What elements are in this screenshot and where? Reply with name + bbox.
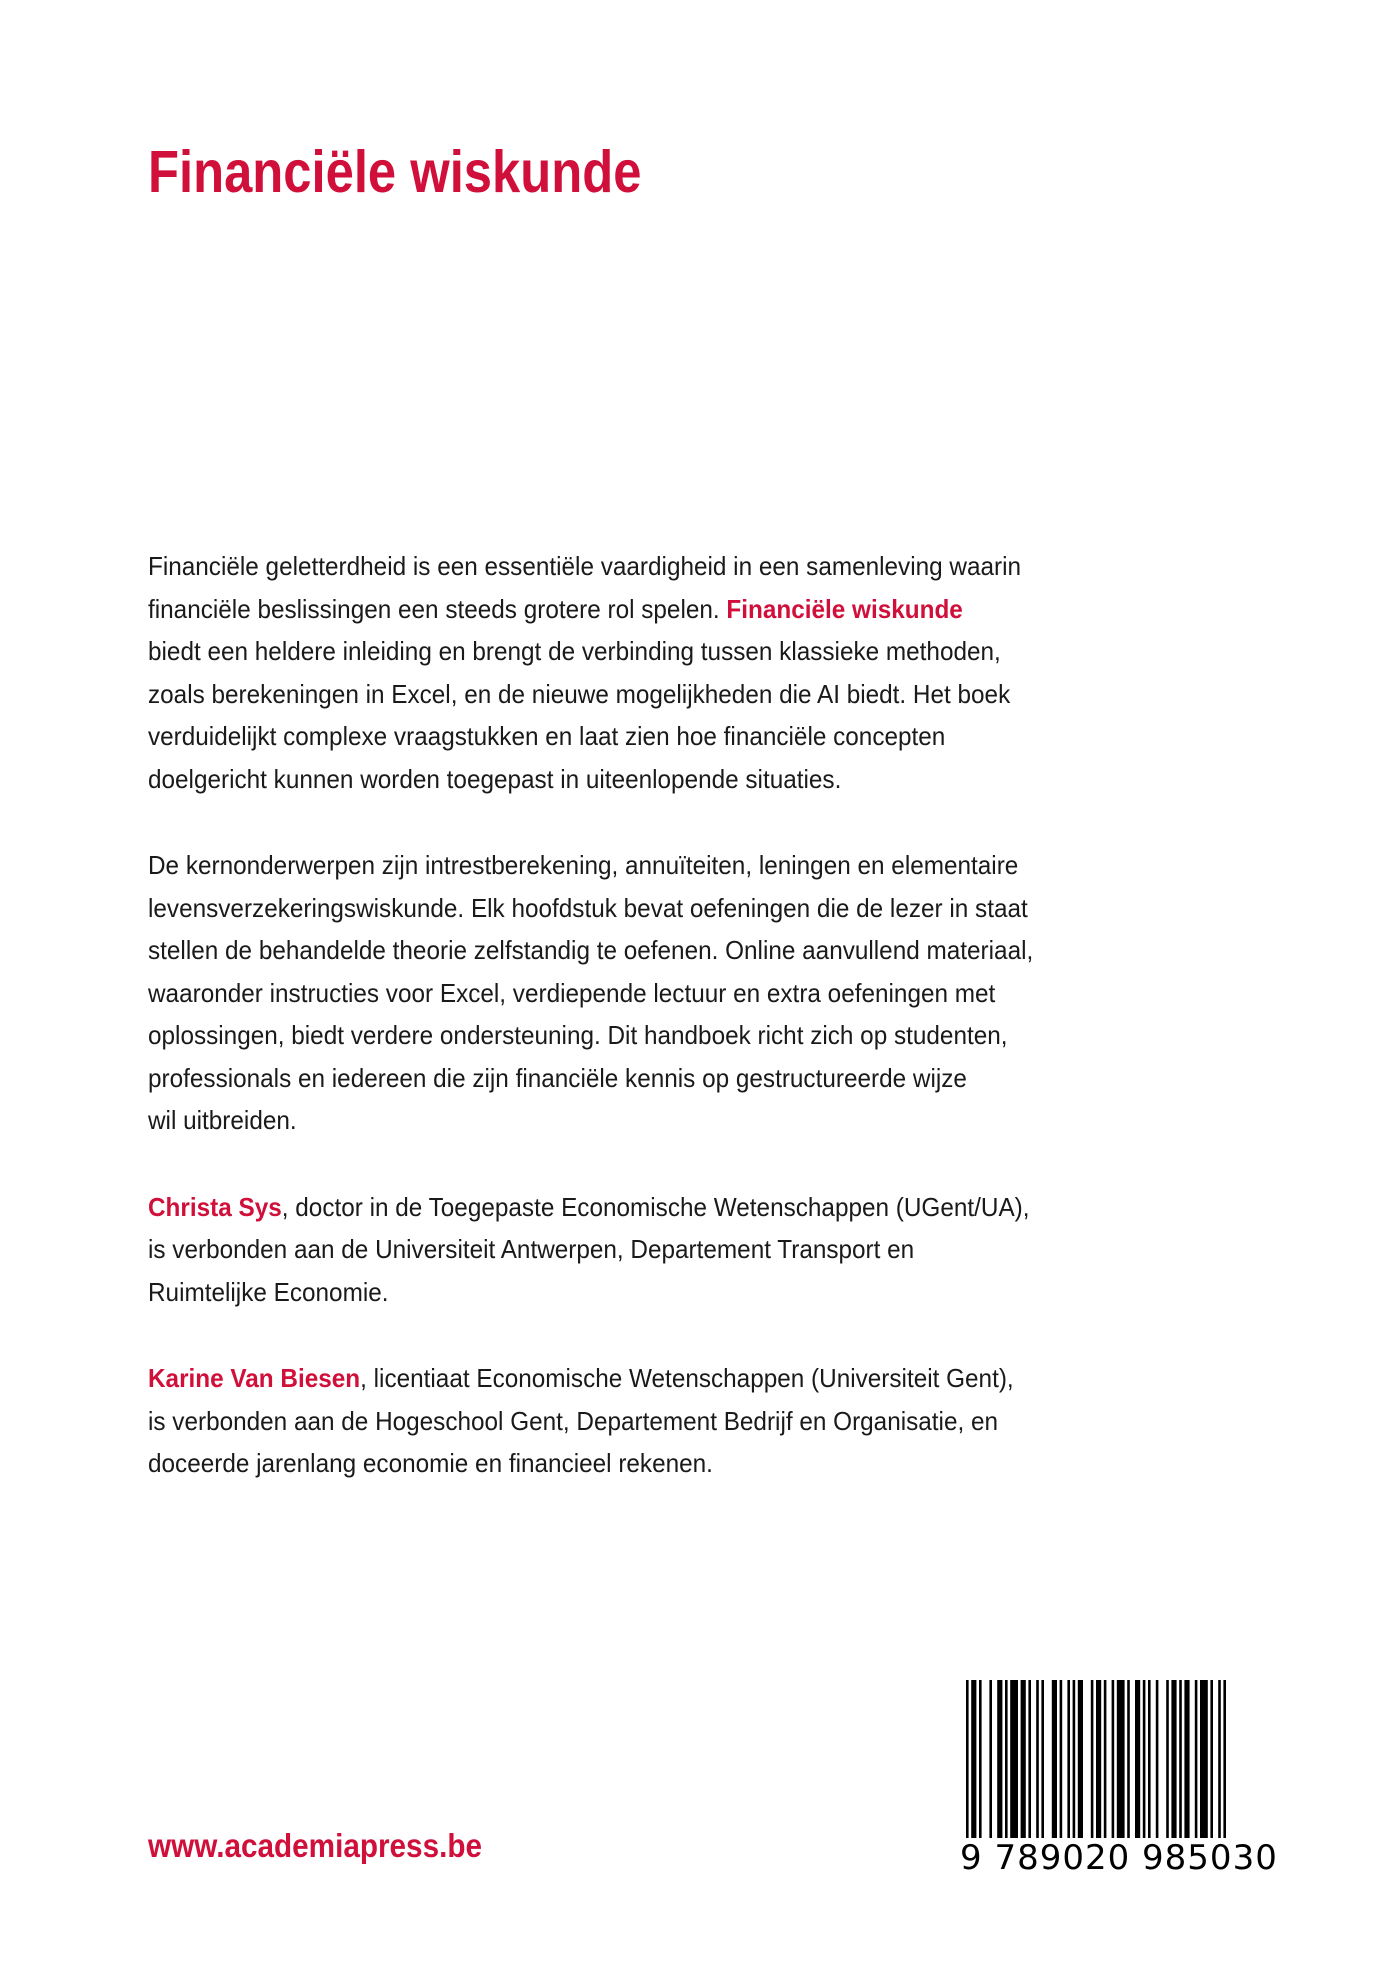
text-line: doceerde jarenlang economie en financieel rekenen.: [148, 1448, 713, 1478]
author-bio-christa-sys: [148, 1186, 1148, 1314]
author-bio-karine-van-biesen: [148, 1357, 1148, 1485]
text-fragment: , doctor in de Toegepaste Economische Wetenschappen (UGent/UA),: [281, 1191, 1030, 1222]
text-line: levensverzekeringswiskunde. Elk hoofdstuk bevat oefeningen die de lezer in staat: [148, 892, 1028, 923]
publisher-website[interactable]: www.academiapress.be: [148, 1827, 483, 1864]
text-line: waaronder instructies voor Excel, verdiepende lectuur en extra oefeningen met: [148, 977, 996, 1008]
back-cover-text: [148, 545, 1148, 1485]
book-title: Financiële wiskunde: [148, 139, 642, 205]
topics-paragraph: [148, 844, 1148, 1142]
author-name: Karine Van Biesen: [148, 1363, 361, 1393]
intro-paragraph: [148, 545, 1148, 800]
text-line: biedt een heldere inleiding en brengt de verbinding tussen klassieke methoden,: [148, 636, 1001, 666]
text-line: is verbonden aan de Universiteit Antwerpen, Departement Transport en: [148, 1234, 915, 1264]
text-line: professionals en iedereen die zijn financiële kennis op gestructureerde wijze: [148, 1062, 967, 1093]
text-line: [148, 588, 1083, 631]
text-line: Ruimtelijke Economie.: [148, 1276, 389, 1307]
text-fragment: financiële beslissingen een steeds grotere rol spelen.: [148, 593, 727, 624]
text-line: wil uitbreiden.: [148, 1105, 297, 1135]
author-name: Christa Sys: [148, 1191, 282, 1222]
text-line: oplossingen, biedt verdere ondersteuning. Dit handboek richt zich op studenten,: [148, 1020, 1008, 1050]
title-highlight: Financiële wiskunde: [726, 593, 963, 624]
text-line: Financiële geletterdheid is een essentiële vaardigheid in een samenleving waarin: [148, 551, 1022, 581]
text-line: [148, 1186, 1083, 1229]
text-line: verduidelijkt complexe vraagstukken en laat zien hoe financiële concepten: [148, 721, 946, 751]
text-line: [148, 1357, 1083, 1400]
text-line: zoals berekeningen in Excel, en de nieuwe mogelijkheden die AI biedt. Het boek: [148, 678, 1011, 709]
text-line: doelgericht kunnen worden toegepast in uiteenlopende situaties.: [148, 763, 842, 794]
text-line: stellen de behandelde theorie zelfstandig te oefenen. Online aanvullend materiaal,: [148, 935, 1034, 965]
text-line: is verbonden aan de Hogeschool Gent, Departement Bedrijf en Organisatie, en: [148, 1405, 999, 1436]
isbn-number: 9 789020 985030: [960, 1838, 1278, 1878]
text-line: De kernonderwerpen zijn intrestberekening, annuïteiten, leningen en elementaire: [148, 850, 1019, 880]
text-fragment: , licentiaat Economische Wetenschappen (Universiteit Gent),: [360, 1363, 1014, 1393]
